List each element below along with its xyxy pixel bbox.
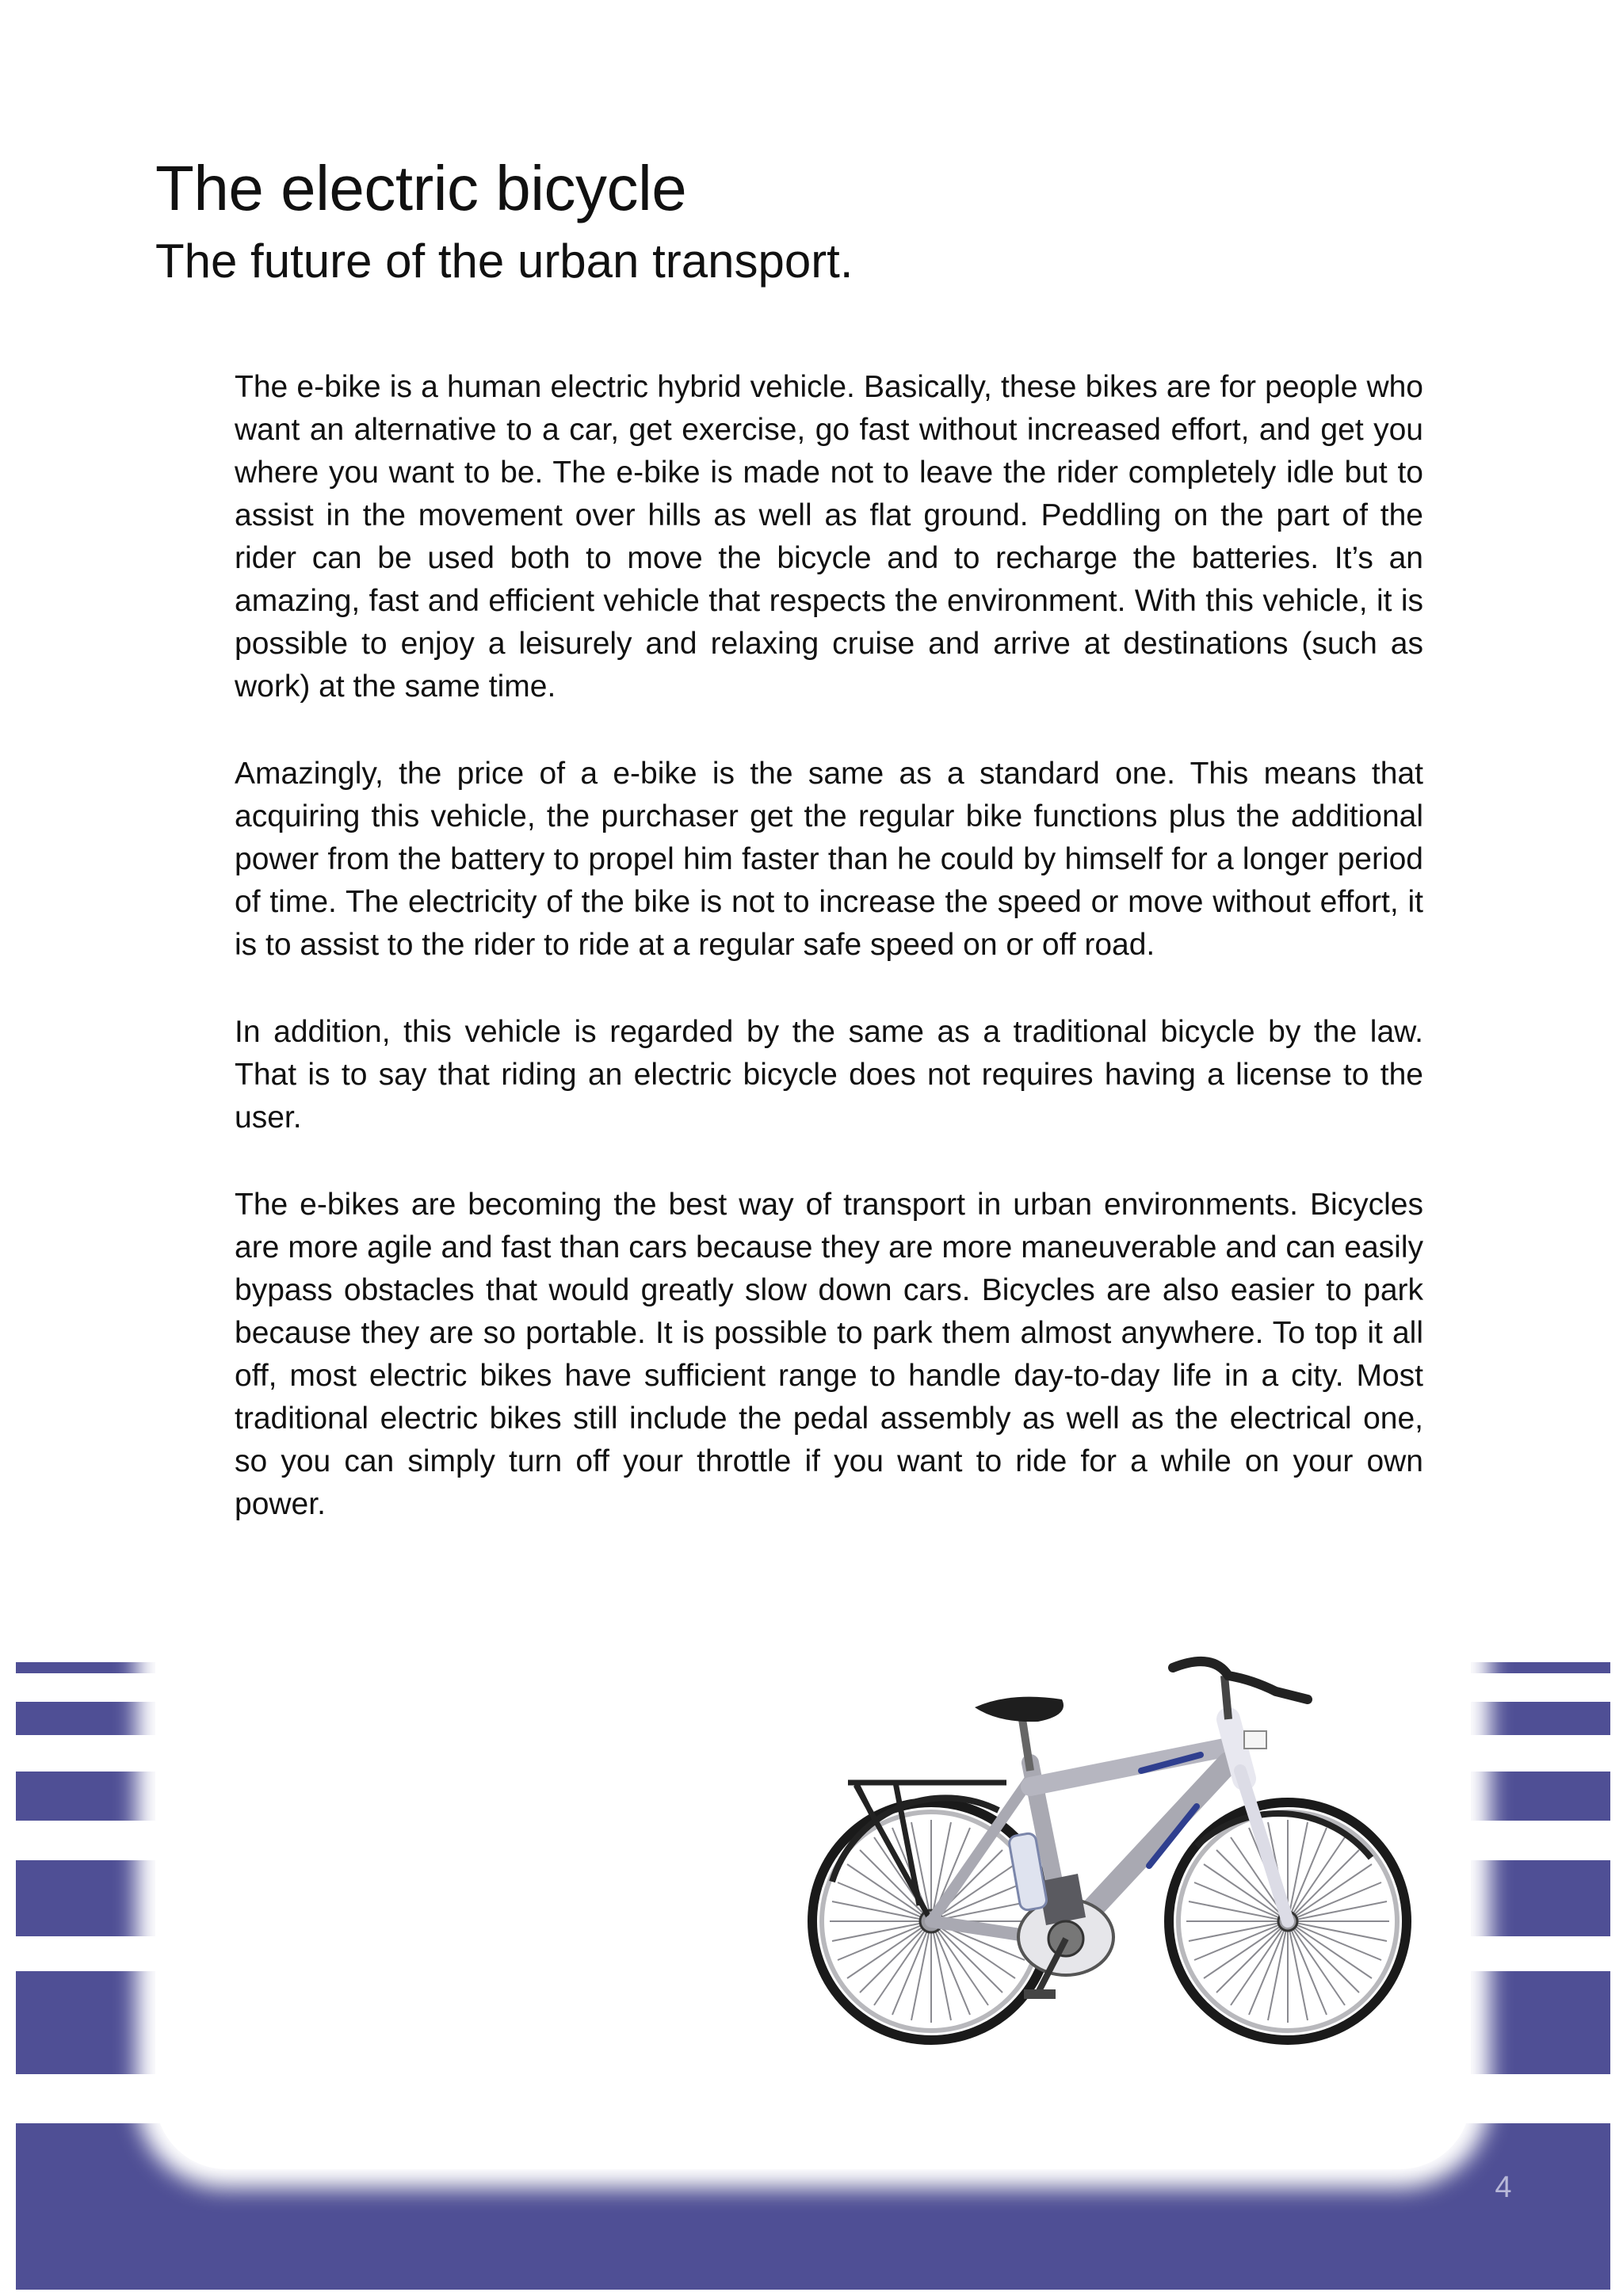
page-subtitle: The future of the urban transport. <box>155 235 854 288</box>
paragraph-1: The e-bike is a human electric hybrid vehicle. Basically, these bikes are for people who want an alternative to a car, get exercise, go fast without increased effort, and get you where you want to be. The e-bike is made not to leave the rider completely idle but to assist in the movement over hills as well as flat ground. Peddling on the part of the rider can be used both to move the bicycle and to recharge the batteries. It’s an amazing, fast and efficient vehicle that respects the environment. With this vehicle, it is possible to enjoy a leisurely and relaxing cruise and arrive at destinations (such as work) at the same time. <box>235 370 1423 704</box>
article-body <box>235 366 1423 1570</box>
paragraph-3: In addition, this vehicle is regarded by the same as a traditional bicycle by the law. That is to say that riding an electric bicycle does not requires having a license to the user. <box>235 1015 1423 1135</box>
paragraph-2: Amazingly, the price of a e-bike is the same as a standard one. This means that acquiring this vehicle, the purchaser get the regular bike functions plus the additional power from the battery to propel him faster than he could by himself for a longer period of time. The electricity of the bike is not to increase the speed or move without effort, it is to assist to the rider to ride at a regular safe speed on or off road. <box>235 757 1423 962</box>
bike-frame <box>931 1719 1288 1941</box>
page-number: 4 <box>1495 2171 1512 2204</box>
page-title: The electric bicycle <box>155 153 687 223</box>
page-header <box>155 149 1423 295</box>
electric-bicycle-icon <box>800 1644 1426 2048</box>
paragraph-4: The e-bikes are becoming the best way of transport in urban environments. Bicycles are more agile and fast than cars because they are more maneuverable and can easily bypass obstacles that would greatly slow down cars. Bicycles are also easier to park because they are so portable. It is possible to park them almost anywhere. To top it all off, most electric bikes have sufficient range to handle day-to-day life in a city. Most traditional electric bikes still include the pedal assembly as well as the electrical one, so you can simply turn off your throttle if you want to ride for a while on your own power. <box>235 1188 1423 1521</box>
